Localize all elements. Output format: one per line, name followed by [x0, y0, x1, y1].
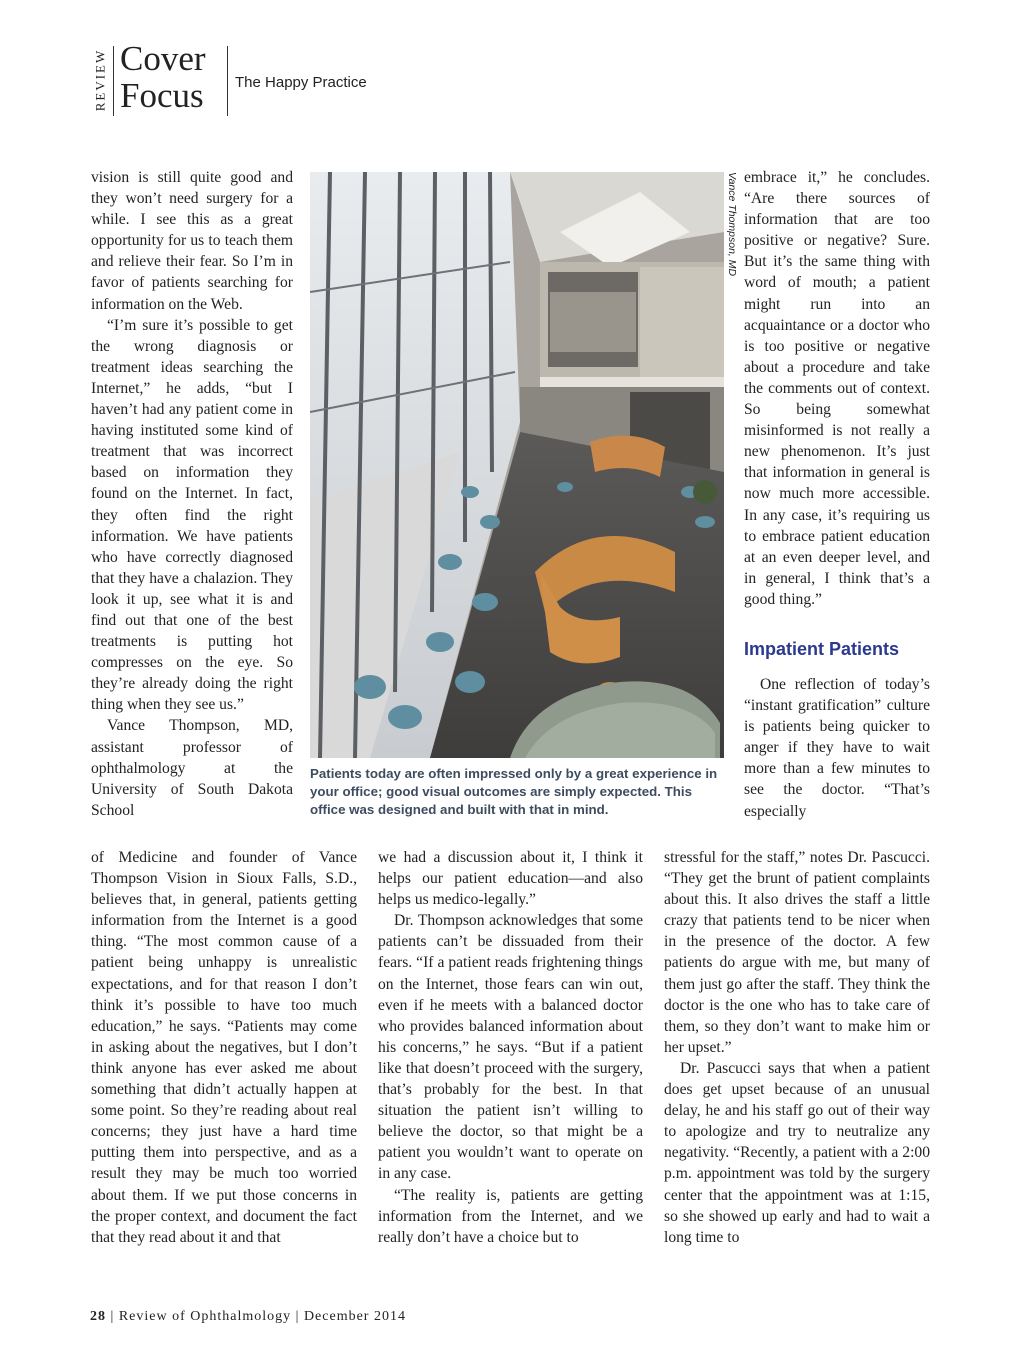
page-number: 28: [90, 1309, 106, 1324]
footer-separator-1: |: [110, 1309, 115, 1324]
col1-paragraph-3b: of Medicine and founder of Vance Thompson Vision in Sioux Falls, S.D., believes that, in general, patients getting information from the Internet is a good thing. “The most common cause of a patient being unhappy is unrealistic expectations, and for that reason I don’t think it’s possible to have too much education,” he says. “Patients may come in asking about the negatives, but I don’t think anyone has ever asked me about something that didn’t actually happen at some point. So they’re reading about real concerns; they just have a hard time putting them into perspective, and as a result they may be much too worried about them. If we put those concerns in the proper context, and document the fact that they read about it and that: [91, 849, 357, 1246]
photo-credit: [726, 172, 738, 282]
header-divider-right: [227, 46, 228, 116]
review-vertical-label: [88, 44, 112, 116]
col1-paragraph-2: “I’m sure it’s possible to get the wrong diagnosis or treatment ideas searching the Internet,” he adds, “but I haven’t had any patient come in having instituted some kind of treatment that was incorrect based on information they found on the Internet. In fact, they often find the right information. We have patients who have correctly diagnosed that they have a chalazion. They look it up, see what it is and find out that one of the best treatments is putting hot compresses on the eye. So they’re already doing the right thing when they see us.”: [91, 316, 293, 714]
subhead-impatient-patients: Impatient Patients: [744, 638, 900, 659]
column-3-top: [744, 167, 930, 822]
page-footer: [90, 1309, 406, 1325]
col3-paragraph-2a: One reflection of today’s “instant gratification” culture is patients being quicker to anger if they have to wait more than a few minutes to see the doctor. “That’s especially: [744, 675, 930, 820]
col2-paragraph-2: Dr. Thompson acknowledges that some patients can’t be dissuaded from their fears. “If a patient reads frightening things on the Internet, those fears can win out, even if he meets with a balanced doctor who provides balanced information about his concerns,” he says. “But if a patient like that doesn’t proceed with the surgery, that’s probably for the best. In that situation the patient isn’t willing to believe the doctor, so that might be a patient you wouldn’t want to operate on in any case.: [378, 912, 643, 1183]
office-interior-photo: [310, 172, 724, 758]
column-1-bottom: [91, 847, 357, 1248]
col1-paragraph-3a: Vance Thompson, MD, assistant professor of ophthalmology at the University of South Dakota School: [91, 717, 293, 819]
cover-focus-title: [120, 40, 206, 114]
publication-name: Review of Ophthalmology: [118, 1309, 292, 1324]
header-divider-left: [113, 46, 114, 116]
column-1-top: [91, 167, 293, 821]
col1-paragraph-1: vision is still quite good and they won’t need surgery for a while. I see this as a great opportunity for us to teach them and relieve their fear. So I’m in favor of patients searching for information on the Web.: [91, 169, 293, 313]
office-atrium-illustration: [310, 172, 724, 758]
review-label: REVIEW: [92, 48, 108, 112]
photo-credit-text: Vance Thompson, MD: [726, 172, 738, 277]
column-3-bottom: [664, 847, 930, 1248]
col2-paragraph-1: we had a discussion about it, I think it helps our patient education—and also helps us medico-legally.”: [378, 849, 643, 909]
col3-paragraph-1: embrace it,” he concludes. “Are there sources of information that are too positive or negative? Sure. But it’s the same thing with word of mouth; a patient might run into an acquaintance or a doctor who is too positive or negative about a procedure and take the comments out of context. So being somewhat misinformed is not really a new phenomenon. It’s just that information in general is now much more accessible. In any case, it’s requiring us to embrace patient education at an even deeper level, and in general, I think that’s a good thing.”: [744, 169, 930, 608]
col2-paragraph-3: “The reality is, patients are getting information from the Internet, and we really don’t have a choice but to: [378, 1186, 643, 1246]
col3-paragraph-2b: stressful for the staff,” notes Dr. Pascucci. “They get the brunt of patient complaints about this. It also drives the staff a little crazy that patients tend to be nicer when in the presence of the doctor. A few patients do argue with me, but many of them just go after the staff. They think the doctor is the one who has to take care of them, so they don’t want to make him or her upset.”: [664, 849, 930, 1056]
col3-paragraph-3: Dr. Pascucci says that when a patient does get upset because of an unusual delay, he and his staff go out of their way to apologize and try to neutralize any negativity. “Recently, a patient with a 2:00 p.m. appointment was told by the surgery center that the appointment was at 1:15, so she showed up early and had to wait a long time to: [664, 1059, 930, 1246]
column-2: [378, 847, 643, 1248]
section-title: The Happy Practice: [235, 74, 367, 91]
photo-caption: Patients today are often impressed only by a great experience in your office; good visual outcomes are simply expected. This office was designed and built with that in mind.: [310, 766, 718, 817]
title-line-2: Focus: [120, 76, 204, 115]
footer-separator-2: |: [295, 1309, 300, 1324]
title-line-1: Cover: [120, 39, 206, 78]
issue-date: December 2014: [303, 1309, 406, 1324]
